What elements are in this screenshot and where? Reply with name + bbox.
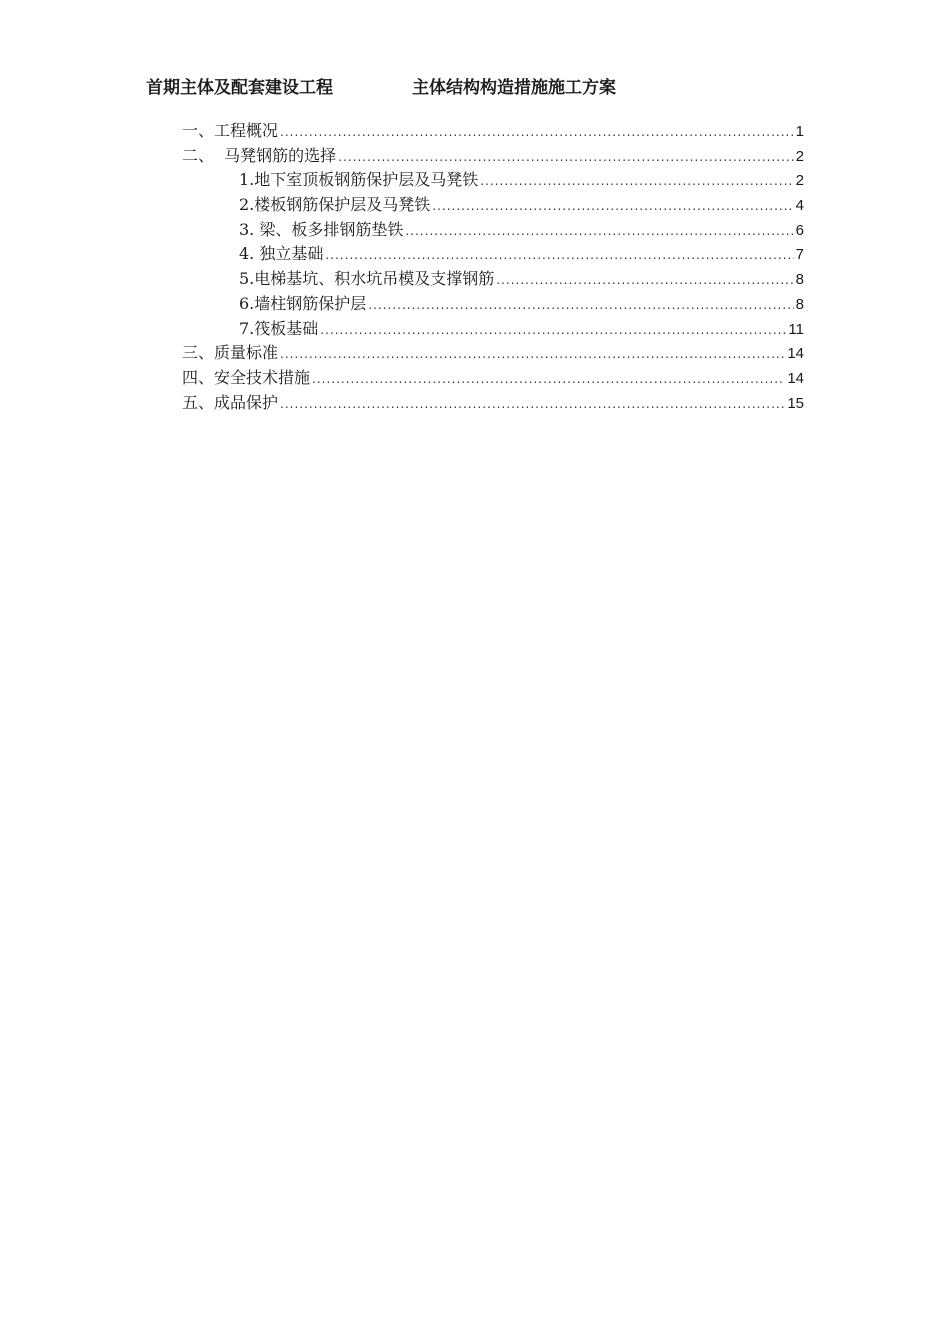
- toc-entry-title: 4. 独立基础: [239, 244, 324, 264]
- toc-entry[interactable]: [182, 317, 804, 342]
- toc-entry-page: 15: [787, 394, 804, 412]
- toc-entry[interactable]: [182, 267, 804, 292]
- toc-entry-page: 6: [795, 221, 804, 239]
- toc-entry-title: 二、 马凳钢筋的选择: [182, 145, 337, 165]
- toc-entry[interactable]: [182, 144, 804, 169]
- toc-entry-page: 2: [795, 147, 804, 165]
- toc-entry[interactable]: [182, 292, 804, 317]
- toc-dot-leader: [480, 169, 793, 194]
- toc-entry-title: 3. 梁、板多排钢筋垫铁: [239, 219, 404, 239]
- toc-dot-leader: [405, 219, 793, 244]
- toc-entry-title: 5.电梯基坑、积水坑吊模及支撑钢筋: [239, 269, 495, 289]
- toc-entry-page: 14: [787, 345, 804, 363]
- toc-dot-leader: [496, 268, 793, 293]
- toc-dot-leader: [432, 194, 793, 219]
- toc-dot-leader: [312, 367, 785, 392]
- toc-entry-title: 四、安全技术措施: [182, 367, 311, 387]
- toc-entry-title: 7.筏板基础: [239, 318, 319, 338]
- toc-dot-leader: [338, 145, 793, 170]
- toc-entry-title: 6.墙柱钢筋保护层: [239, 293, 367, 313]
- toc-entry[interactable]: [182, 119, 804, 144]
- toc-entry[interactable]: [182, 218, 804, 243]
- toc-entry-page: 7: [795, 246, 804, 264]
- toc-dot-leader: [280, 120, 794, 145]
- toc-entry[interactable]: [182, 242, 804, 267]
- toc-entry-title: 一、工程概况: [182, 121, 279, 140]
- toc-entry-title: 三、质量标准: [182, 343, 279, 363]
- toc-entry[interactable]: [182, 168, 804, 193]
- toc-dot-leader: [325, 243, 793, 268]
- table-of-contents: [182, 119, 804, 415]
- toc-entry-title: 1.地下室顶板钢筋保护层及马凳铁: [239, 170, 479, 190]
- toc-dot-leader: [368, 293, 793, 318]
- toc-dot-leader: [280, 392, 785, 417]
- toc-entry-page: 14: [787, 369, 804, 387]
- toc-dot-leader: [280, 342, 785, 367]
- toc-entry[interactable]: [182, 341, 804, 366]
- toc-entry-page: 8: [795, 271, 804, 289]
- document-title: 主体结构构造措施施工方案: [412, 78, 616, 98]
- toc-entry-title: 五、成品保护: [182, 392, 279, 412]
- project-title: 首期主体及配套建设工程: [146, 78, 333, 98]
- toc-entry-page: 4: [795, 197, 804, 215]
- toc-entry[interactable]: [182, 391, 804, 416]
- toc-entry[interactable]: [182, 366, 804, 391]
- page-header: [146, 74, 806, 102]
- toc-entry-page: 1: [795, 123, 804, 140]
- toc-entry-title: 2.楼板钢筋保护层及马凳铁: [239, 195, 431, 215]
- toc-entry-page: 2: [795, 172, 804, 190]
- toc-entry-page: 8: [795, 295, 804, 313]
- toc-entry[interactable]: [182, 193, 804, 218]
- toc-dot-leader: [320, 318, 786, 343]
- toc-entry-page: 11: [788, 320, 804, 338]
